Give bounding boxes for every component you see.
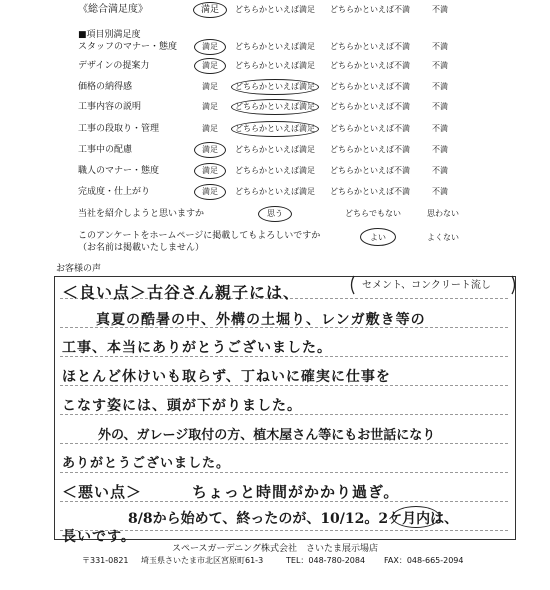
handwriting-line-8-label: ＜悪い点＞	[62, 483, 143, 501]
handwriting-line-2: 真夏の酷暑の中、外構の土堀り、レンガ敷き等の	[96, 312, 426, 328]
footer-postal: 〒331-0821	[82, 556, 129, 565]
item-option: どちらかといえば不満	[330, 102, 410, 111]
handwriting-line-3: 工事、本当にありがとうございました。	[62, 340, 332, 356]
item-label: 工事中の配慮	[78, 145, 133, 155]
handwriting-margin-note: セメント、コンクリート流し	[362, 280, 491, 291]
ruled-line	[60, 443, 508, 444]
item-answer-circle	[194, 39, 226, 55]
homepage-label-line1: このアンケートをホームページに掲載してもよろしいですか	[78, 231, 321, 241]
item-option: どちらかといえば不満	[330, 82, 410, 91]
item-option: どちらかといえば不満	[330, 42, 410, 51]
homepage-label-line2: （お名前は掲載いたしません）	[78, 243, 205, 253]
item-option: どちらかといえば満足	[235, 145, 315, 154]
item-answer-circle	[231, 99, 319, 115]
item-label: 職人のマナー・態度	[78, 166, 160, 176]
item-option: 満足	[202, 187, 218, 196]
item-option: どちらかといえば不満	[330, 61, 410, 70]
item-option: どちらかといえば不満	[330, 145, 410, 154]
item-option: 不満	[432, 102, 448, 111]
item-answer-circle	[231, 121, 319, 137]
item-option: どちらかといえば不満	[330, 124, 410, 133]
item-label: 価格の納得感	[78, 82, 133, 92]
item-answer-circle	[194, 184, 226, 200]
item-answer-circle	[194, 163, 226, 179]
item-option: 満足	[202, 102, 218, 111]
items-header: ■項目別満足度	[78, 30, 141, 40]
margin-note-bracket-icon	[348, 272, 518, 298]
handwriting-line-8: ちょっと時間がかかり過ぎ。	[192, 483, 400, 501]
handwriting-line-4: ほとんど休けいも取らず、丁ねいに確実に仕事を	[62, 369, 391, 385]
recommend-label: 当社を紹介しようと思いますか	[78, 209, 205, 219]
item-option: 不満	[432, 61, 448, 70]
footer-tel: TEL：048-780-2084	[286, 556, 366, 565]
item-option: どちらかといえば満足	[235, 102, 315, 111]
item-option: 満足	[202, 82, 218, 91]
item-option: どちらかといえば不満	[330, 187, 410, 196]
handwriting-line-5: こなす姿には、頭が下がりました。	[62, 398, 302, 414]
overall-option-dissatisfied: 不満	[432, 5, 448, 14]
overall-option-somewhat-dissatisfied: どちらかといえば不満	[330, 5, 410, 14]
item-option: どちらかといえば満足	[235, 42, 315, 51]
item-option: 不満	[432, 82, 448, 91]
item-option: 不満	[432, 145, 448, 154]
overall-answer-circle	[193, 2, 227, 18]
handwriting-line-1: ＜良い点＞古谷さん親子には、	[62, 283, 301, 302]
homepage-option-ok: よい	[370, 233, 386, 242]
item-option: 満足	[202, 124, 218, 133]
overall-option-somewhat-satisfied: どちらかといえば満足	[235, 5, 315, 14]
item-option: どちらかといえば満足	[235, 61, 315, 70]
recommend-option-no: 思わない	[427, 209, 459, 218]
item-answer-circle	[194, 58, 226, 74]
footer-address: 埼玉県さいたま市北区宮原町61-3	[141, 556, 264, 565]
item-option: 満足	[202, 166, 218, 175]
item-option: 満足	[202, 42, 218, 51]
item-option: どちらかといえば不満	[330, 166, 410, 175]
item-answer-circle	[194, 142, 226, 158]
handwriting-line-7: ありがとうございました。	[62, 456, 231, 471]
item-option: 満足	[202, 61, 218, 70]
item-label: 完成度・仕上がり	[78, 187, 151, 197]
voice-header: お客様の声	[56, 264, 102, 274]
handwriting-line-9: 8/8から始めて、終ったのが、10/12。2ケ月内は、	[128, 511, 459, 527]
item-label: スタッフのマナー・態度	[78, 42, 178, 52]
item-answer-circle	[231, 79, 319, 95]
item-option: 不満	[432, 187, 448, 196]
item-option: どちらかといえば満足	[235, 166, 315, 175]
recommend-option-yes: 思う	[267, 209, 283, 218]
item-option: どちらかといえば満足	[235, 187, 315, 196]
recommend-answer-circle	[258, 206, 292, 222]
homepage-option-not-ok: よくない	[427, 233, 459, 242]
overall-label: 《総合満足度》	[78, 4, 148, 15]
item-label: 工事内容の説明	[78, 102, 142, 112]
handwriting-line-6: 外の、ガレージ取付の方、植木屋さん等にもお世話になり	[98, 428, 436, 443]
item-option: 不満	[432, 166, 448, 175]
handwriting-line-10: 長いです。	[62, 529, 136, 545]
item-option: どちらかといえば満足	[235, 82, 315, 91]
ruled-line	[60, 472, 508, 473]
two-months-circle	[392, 506, 440, 528]
item-label: デザインの提案力	[78, 61, 150, 71]
item-label: 工事の段取り・管理	[78, 124, 160, 134]
footer-fax: FAX：048-665-2094	[384, 556, 464, 565]
footer-company: スペースガーデニング株式会社 さいたま展示場店	[171, 544, 378, 554]
item-option: 不満	[432, 42, 448, 51]
homepage-answer-circle	[360, 228, 396, 246]
item-option: 不満	[432, 124, 448, 133]
item-option: どちらかといえば満足	[235, 124, 315, 133]
recommend-option-neutral: どちらでもない	[345, 209, 401, 218]
item-option: 満足	[202, 145, 218, 154]
overall-option-satisfied: 満足	[200, 5, 219, 15]
